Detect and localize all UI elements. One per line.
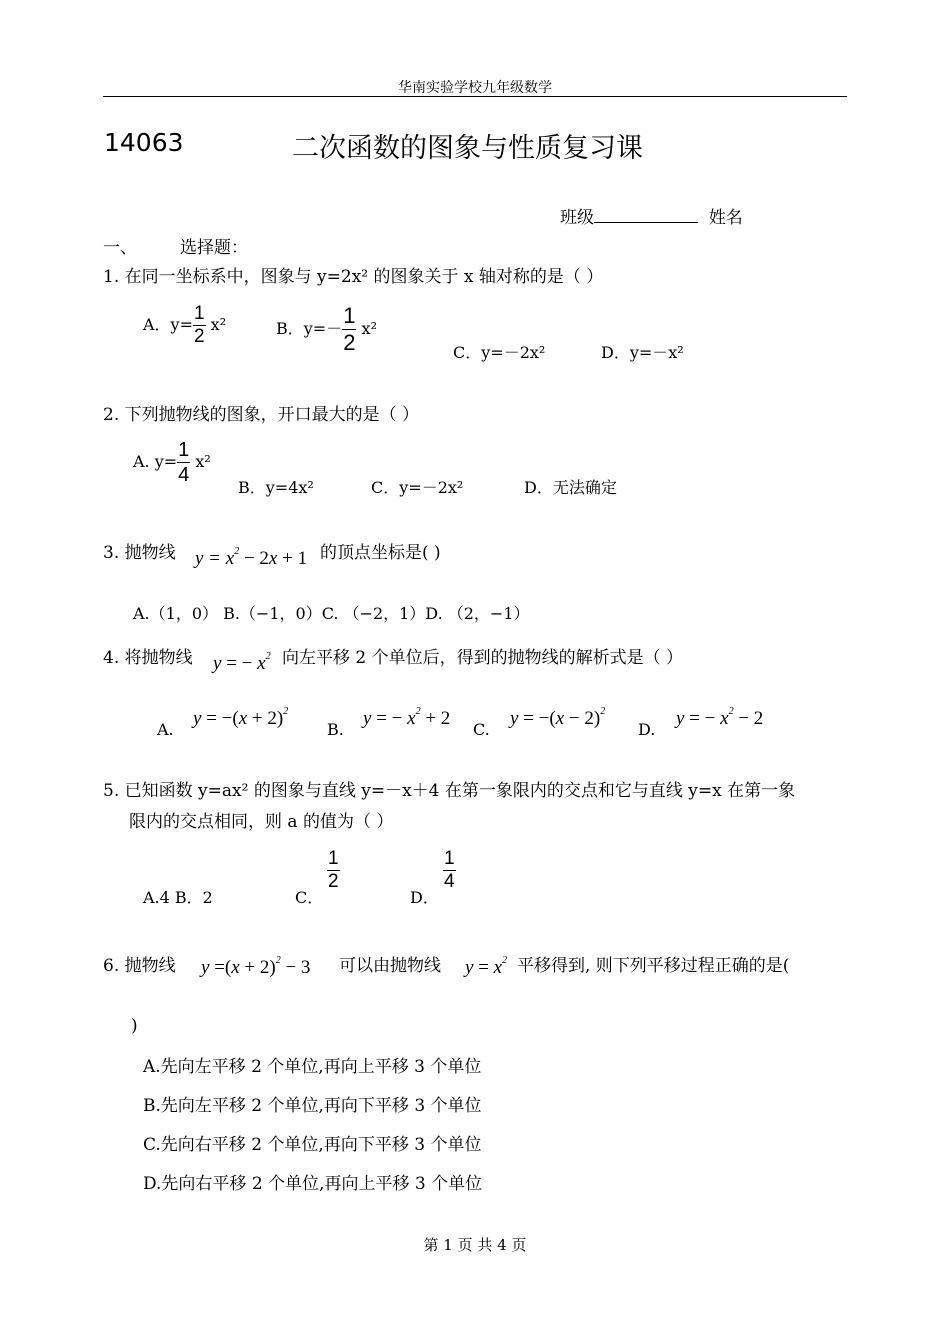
q6-option-a: A.先向左平移 2 个单位,再向上平移 3 个单位 xyxy=(143,1057,482,1077)
q4-stem-pre: 4. 将抛物线 xyxy=(103,648,193,668)
q4-d-label: D. xyxy=(638,720,656,739)
q5-stem-line2: 限内的交点相同，则 a 的值为（ ） xyxy=(129,812,394,832)
q5-option-c xyxy=(327,848,340,893)
section-title: 选择题： xyxy=(180,238,248,258)
q6-stem-post: 平移得到, 则下列平移过程正确的是( xyxy=(517,956,790,976)
q6-stem-pre: 6. 抛物线 xyxy=(103,956,176,976)
q6-stem-close: ) xyxy=(131,1016,138,1036)
section-number: 一、 xyxy=(103,238,137,258)
q1-b-fraction: $\frac{1}{2}$ xyxy=(343,303,356,355)
q1-option-a: A．y= $\frac{1}{2}$ x² xyxy=(143,303,227,347)
q6-option-c: C.先向右平移 2 个单位,再向下平移 3 个单位 xyxy=(143,1135,482,1155)
q3-options: A.（1，0） B.（−1，0）C. （−2，1）D. （2，−1） xyxy=(133,604,530,623)
q5-d-label: D． xyxy=(410,888,439,907)
header-rule xyxy=(103,96,847,97)
q1-option-c: C．y=－2x² xyxy=(453,343,546,362)
q4-option-d: y = − $x^2 - 2$ xyxy=(676,706,764,729)
class-label: 班级 xyxy=(560,208,594,228)
q4-option-c: $y = -(x - 2)^2$ xyxy=(510,706,606,729)
q4-b-label: B. xyxy=(327,720,344,739)
q2-option-c: C．y=－2x² xyxy=(371,478,464,497)
class-name-line xyxy=(560,203,743,228)
q3-formula: $y = x^2 - 2x + 1$ xyxy=(195,546,308,569)
q1-a-fraction: $\frac{1}{2}$ xyxy=(194,303,205,347)
q4-a-label: A. xyxy=(157,720,174,739)
q4-option-a: $y = -(x + 2)^2$ xyxy=(193,706,289,729)
q5-d-fraction: $\frac{1}{4}$ xyxy=(444,848,455,892)
page-title: 二次函数的图象与性质复习课 xyxy=(292,133,643,164)
q1-stem: 1. 在同一坐标系中，图象与 y=2x² 的图象关于 x 轴对称的是（ ） xyxy=(103,267,604,287)
q4-stem-post: 向左平移 2 个单位后，得到的抛物线的解析式是（ ） xyxy=(282,648,684,668)
class-blank[interactable] xyxy=(594,206,698,223)
q2-a-fraction: $\frac{1}{4}$ xyxy=(178,439,190,486)
q2-stem: 2. 下列抛物线的图象，开口最大的是（ ） xyxy=(103,405,420,425)
q6-option-d: D.先向右平移 2 个单位,再向上平移 3 个单位 xyxy=(143,1174,483,1194)
q4-option-b: y = − $x^2 + 2$ xyxy=(363,706,451,729)
q4-c-label: C. xyxy=(473,720,490,739)
q5-option-d xyxy=(443,848,456,893)
doc-code: 14063 xyxy=(104,128,184,157)
q6-formula1: $y =(x + 2)^2 - 3$ xyxy=(201,955,311,978)
q5-stem-line1: 5. 已知函数 y=ax² 的图象与直线 y=－x＋4 在第一象限内的交点和它与直线 y=x 在第一象 xyxy=(103,781,796,801)
q2-option-a: A. y= $\frac{1}{4}$ x² xyxy=(133,439,211,486)
q2-option-b: B．y=4x² xyxy=(238,478,314,497)
q5-options-ab: A.4 B．2 xyxy=(143,888,213,907)
q3-stem-post: 的顶点坐标是( ) xyxy=(320,543,441,563)
q4-formula: y = − $x^2$ xyxy=(213,651,271,674)
q5-c-fraction: $\frac{1}{2}$ xyxy=(328,848,339,892)
name-label: 姓名 xyxy=(708,208,743,228)
q2-option-d: D．无法确定 xyxy=(524,478,617,497)
page-footer: 第 1 页 共 4 页 xyxy=(423,1236,527,1254)
q6-formula2: $y = x^2$ xyxy=(465,955,508,978)
q6-stem-mid: 可以由抛物线 xyxy=(339,956,441,976)
running-header: 华南实验学校九年级数学 xyxy=(398,80,552,96)
q3-stem-pre: 3. 抛物线 xyxy=(103,543,176,563)
q1-option-d: D．y=－x² xyxy=(601,343,684,362)
q5-c-label: C． xyxy=(295,888,324,907)
q1-option-b: B．y=－ $\frac{1}{2}$ x² xyxy=(276,303,377,355)
q6-option-b: B.先向左平移 2 个单位,再向下平移 3 个单位 xyxy=(143,1096,482,1116)
